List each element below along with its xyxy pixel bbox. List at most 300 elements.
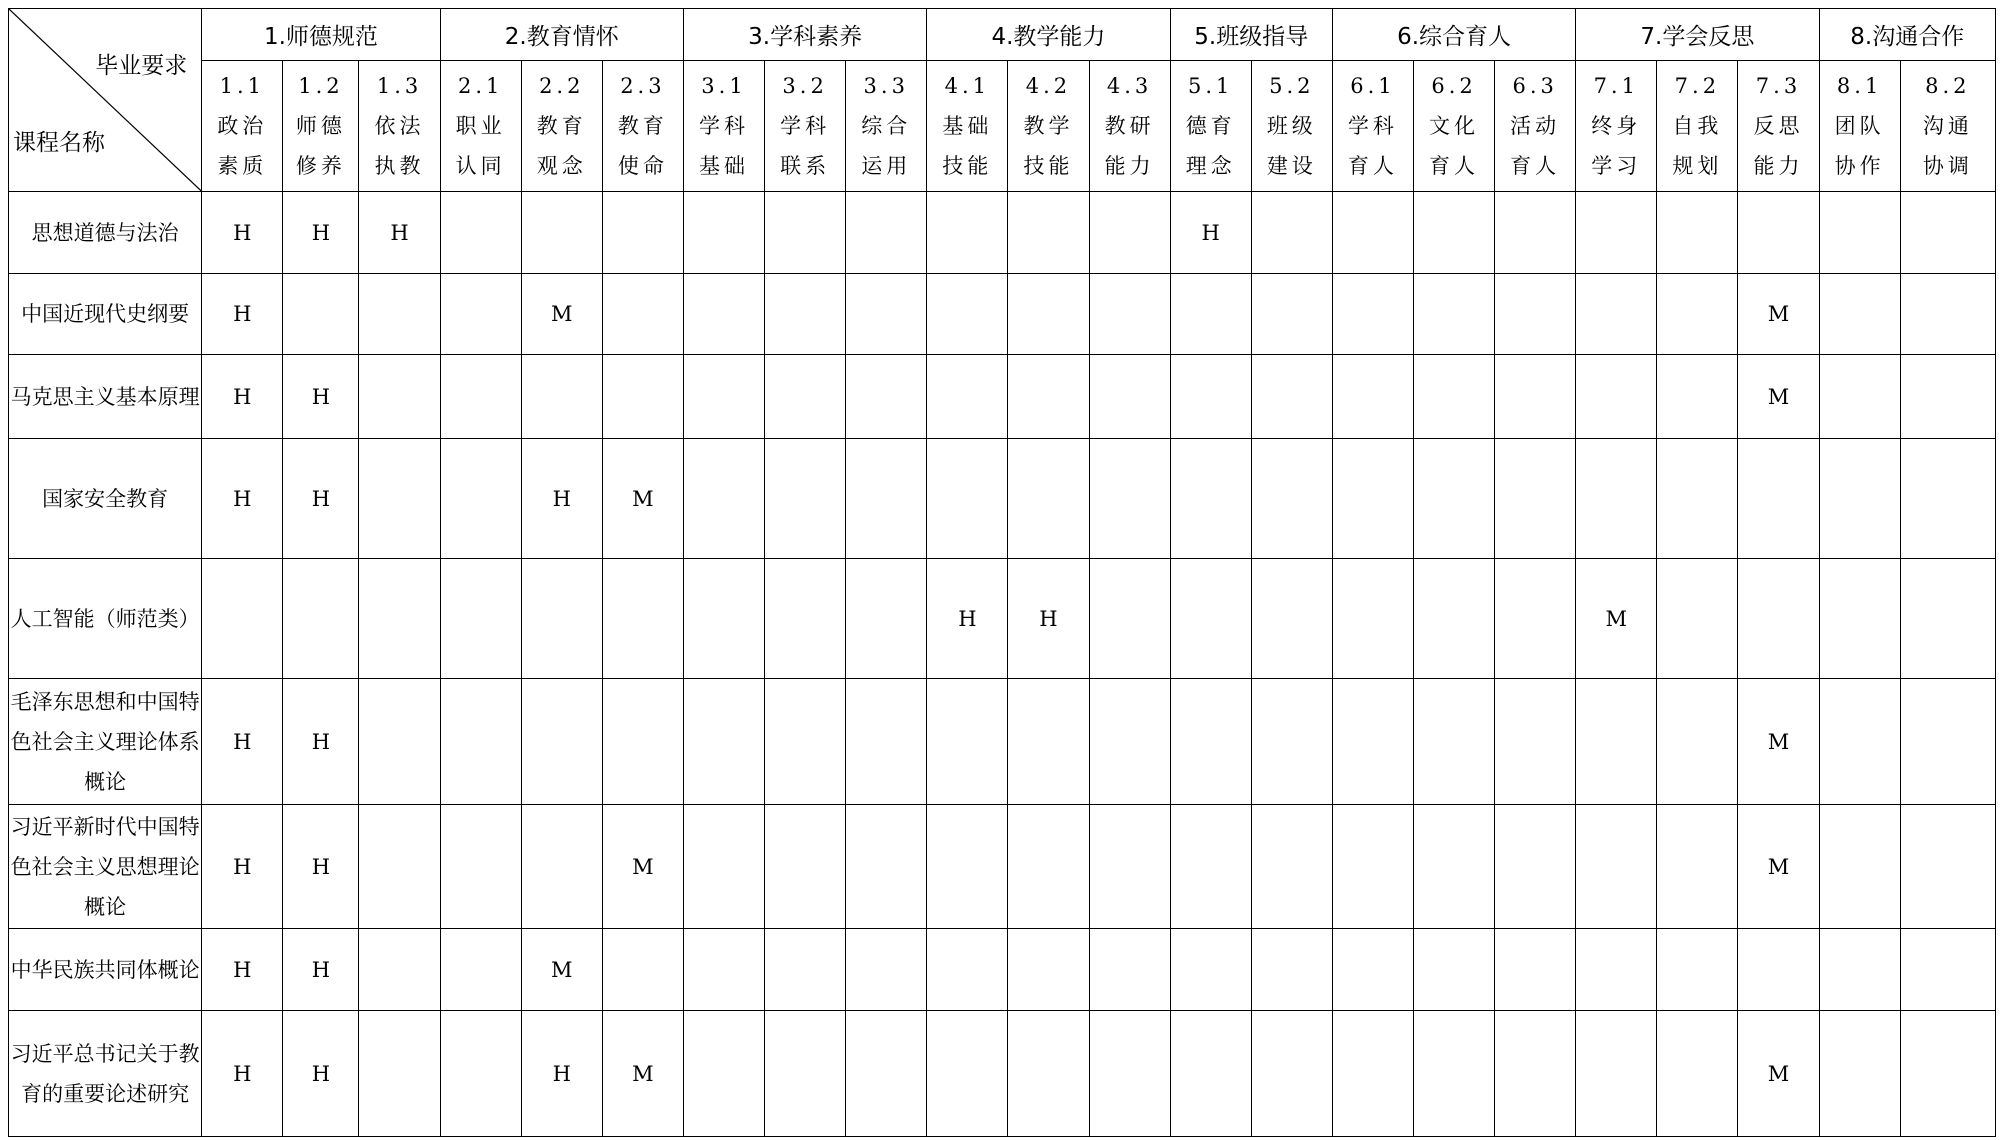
support-level-cell: [1332, 355, 1413, 439]
requirement-group-header: 7.学会反思: [1576, 9, 1819, 61]
indicator-label: 教学: [1023, 114, 1074, 138]
indicator-label: 师德: [295, 114, 346, 138]
course-name-cell: 毛泽东思想和中国特色社会主义理论体系概论: [9, 679, 202, 805]
support-level-cell: H: [1008, 559, 1089, 679]
support-level-cell: [846, 274, 927, 355]
indicator-header: [202, 61, 283, 192]
support-level-cell: M: [1738, 1011, 1819, 1137]
table-row: [9, 929, 1996, 1011]
support-level-cell: [1900, 559, 1995, 679]
indicator-label: 协调: [1922, 154, 1973, 178]
indicator-code: 2.3: [620, 74, 666, 98]
support-level-cell: [1900, 274, 1995, 355]
support-level-cell: [927, 679, 1008, 805]
support-level-cell: [1170, 929, 1251, 1011]
support-level-cell: [683, 355, 764, 439]
support-level-cell: [1657, 439, 1738, 559]
corner-header: [9, 9, 202, 192]
indicator-label: 育人: [1347, 154, 1398, 178]
support-level-cell: [1900, 355, 1995, 439]
indicator-header: [1332, 61, 1413, 192]
support-level-cell: [1008, 439, 1089, 559]
support-level-cell: [359, 439, 440, 559]
support-level-cell: [683, 559, 764, 679]
support-level-cell: [1251, 929, 1332, 1011]
support-level-cell: [1900, 192, 1995, 274]
support-level-cell: [359, 679, 440, 805]
support-level-cell: [1008, 679, 1089, 805]
table-row: [9, 274, 1996, 355]
support-level-cell: [359, 1011, 440, 1137]
support-level-cell: H: [202, 805, 283, 929]
support-level-cell: H: [202, 355, 283, 439]
indicator-label: 文化: [1429, 114, 1480, 138]
support-level-cell: [1332, 679, 1413, 805]
support-level-cell: [1657, 274, 1738, 355]
support-level-cell: [1332, 274, 1413, 355]
support-level-cell: [1657, 192, 1738, 274]
support-level-cell: [765, 679, 846, 805]
support-level-cell: [1332, 929, 1413, 1011]
support-level-cell: [765, 274, 846, 355]
indicator-code: 7.3: [1755, 74, 1802, 98]
indicator-code: 1.2: [298, 74, 344, 98]
requirement-group-header: 6.综合育人: [1332, 9, 1575, 61]
support-level-cell: [1900, 439, 1995, 559]
indicator-label: 团队: [1834, 114, 1885, 138]
indicator-code: 3.3: [863, 74, 909, 98]
support-level-cell: [1738, 192, 1819, 274]
support-level-cell: [1819, 355, 1900, 439]
course-name-cell: 中华民族共同体概论: [9, 929, 202, 1011]
support-level-cell: [1170, 679, 1251, 805]
indicator-label: 能力: [1104, 154, 1155, 178]
support-level-cell: [1332, 559, 1413, 679]
support-level-cell: H: [283, 929, 359, 1011]
support-level-cell: [1089, 1011, 1170, 1137]
support-level-cell: [1332, 805, 1413, 929]
indicator-header: [927, 61, 1008, 192]
indicator-code: 7.1: [1593, 74, 1639, 98]
indicator-label: 政治: [217, 114, 268, 138]
support-level-cell: [1819, 192, 1900, 274]
support-level-cell: [1576, 805, 1657, 929]
support-level-cell: [1495, 679, 1576, 805]
support-level-cell: H: [202, 1011, 283, 1137]
indicator-label: 德育: [1185, 114, 1236, 138]
indicator-code: 4.2: [1025, 74, 1072, 98]
support-level-cell: M: [602, 1011, 683, 1137]
indicator-code: 8.2: [1925, 74, 1971, 98]
support-level-cell: [683, 929, 764, 1011]
support-level-cell: [927, 805, 1008, 929]
table-row: [9, 679, 1996, 805]
support-level-cell: M: [602, 439, 683, 559]
support-level-cell: [927, 1011, 1008, 1137]
support-level-cell: [440, 929, 521, 1011]
support-level-cell: [521, 559, 602, 679]
support-level-cell: [846, 805, 927, 929]
support-level-cell: [1251, 1011, 1332, 1137]
support-level-cell: [440, 805, 521, 929]
support-level-cell: [846, 1011, 927, 1137]
course-name-cell: 马克思主义基本原理: [9, 355, 202, 439]
indicator-label: 联系: [780, 154, 831, 178]
support-level-cell: [765, 192, 846, 274]
support-level-cell: [1170, 1011, 1251, 1137]
indicator-label: 学科: [699, 114, 749, 138]
support-level-cell: [1819, 559, 1900, 679]
support-level-cell: [602, 679, 683, 805]
support-level-cell: [440, 439, 521, 559]
indicator-label: 素质: [217, 154, 268, 178]
indicator-header: [1495, 61, 1576, 192]
support-level-cell: [683, 192, 764, 274]
support-level-cell: [765, 355, 846, 439]
indicator-label: 技能: [1023, 154, 1074, 178]
indicator-code: 4.3: [1106, 74, 1153, 98]
indicator-code: 6.3: [1512, 74, 1558, 98]
support-level-cell: [602, 559, 683, 679]
indicator-header: [440, 61, 521, 192]
support-level-cell: [1413, 192, 1494, 274]
indicator-label: 技能: [942, 154, 993, 178]
support-level-cell: [1657, 805, 1738, 929]
support-level-cell: [602, 355, 683, 439]
requirement-group-header: 8.沟通合作: [1819, 9, 1995, 61]
indicator-code: 2.2: [539, 74, 585, 98]
support-level-cell: [1413, 355, 1494, 439]
support-level-cell: [440, 192, 521, 274]
support-level-cell: [1089, 805, 1170, 929]
support-level-cell: [765, 559, 846, 679]
indicator-label: 认同: [455, 154, 506, 178]
indicator-label: 协作: [1834, 154, 1885, 178]
table-row: [9, 559, 1996, 679]
indicator-label: 使命: [617, 154, 668, 178]
indicator-code: 4.1: [944, 74, 991, 98]
indicator-label: 教育: [617, 114, 668, 138]
support-level-cell: H: [283, 1011, 359, 1137]
support-level-cell: [602, 274, 683, 355]
indicator-label: 职业: [455, 114, 506, 138]
course-name-cell: 国家安全教育: [9, 439, 202, 559]
support-level-cell: [1657, 679, 1738, 805]
requirement-group-header: 4.教学能力: [927, 9, 1170, 61]
course-name-cell: 习近平总书记关于教育的重要论述研究: [9, 1011, 202, 1137]
support-level-cell: [1738, 559, 1819, 679]
support-level-cell: [1251, 355, 1332, 439]
indicator-label: 执教: [374, 154, 425, 178]
indicator-header: [765, 61, 846, 192]
table-row: [9, 1011, 1996, 1137]
indicator-header: [1251, 61, 1332, 192]
support-level-cell: [1495, 805, 1576, 929]
indicator-code: 1.3: [376, 74, 423, 98]
support-level-cell: [1657, 355, 1738, 439]
support-level-cell: [1413, 439, 1494, 559]
course-name-cell: 人工智能（师范类）: [9, 559, 202, 679]
support-level-cell: [1495, 929, 1576, 1011]
support-level-cell: H: [1170, 192, 1251, 274]
support-level-cell: H: [359, 192, 440, 274]
support-level-cell: [1819, 274, 1900, 355]
support-level-cell: [1495, 439, 1576, 559]
indicator-label: 教研: [1104, 114, 1155, 138]
support-level-cell: [602, 192, 683, 274]
support-level-cell: [1413, 679, 1494, 805]
support-level-cell: [359, 805, 440, 929]
support-level-cell: [765, 1011, 846, 1137]
support-level-cell: [1089, 929, 1170, 1011]
support-level-cell: [683, 1011, 764, 1137]
support-level-cell: [1008, 274, 1089, 355]
support-level-cell: [1089, 439, 1170, 559]
support-level-cell: [521, 805, 602, 929]
indicator-label: 观念: [536, 154, 587, 178]
indicator-label: 自我: [1672, 114, 1723, 138]
support-level-cell: [440, 679, 521, 805]
support-level-cell: [1170, 355, 1251, 439]
support-level-cell: H: [283, 805, 359, 929]
support-level-cell: [927, 274, 1008, 355]
indicator-label: 运用: [861, 154, 912, 178]
support-level-cell: [1657, 559, 1738, 679]
support-level-cell: [1657, 929, 1738, 1011]
support-level-cell: [1495, 274, 1576, 355]
support-level-cell: [1657, 1011, 1738, 1137]
indicator-header: [683, 61, 764, 192]
support-level-cell: [1251, 192, 1332, 274]
indicator-label: 班级: [1266, 114, 1317, 138]
course-name-cell: 中国近现代史纲要: [9, 274, 202, 355]
support-level-cell: [1008, 929, 1089, 1011]
support-level-cell: [1495, 559, 1576, 679]
indicator-code: 8.1: [1836, 74, 1883, 98]
indicator-label: 综合: [861, 114, 912, 138]
support-level-cell: [1251, 679, 1332, 805]
table-row: [9, 439, 1996, 559]
support-level-cell: [1413, 559, 1494, 679]
support-level-cell: [1819, 439, 1900, 559]
indicator-header: [846, 61, 927, 192]
support-level-cell: [359, 355, 440, 439]
support-level-cell: [283, 559, 359, 679]
support-level-cell: [1413, 805, 1494, 929]
support-level-cell: [1089, 559, 1170, 679]
table-row: [9, 355, 1996, 439]
support-level-cell: [1170, 805, 1251, 929]
support-level-cell: [1900, 679, 1995, 805]
support-level-cell: [1170, 559, 1251, 679]
support-level-cell: [1332, 1011, 1413, 1137]
indicator-header: [521, 61, 602, 192]
indicator-header: [1657, 61, 1738, 192]
indicator-code: 2.1: [457, 74, 504, 98]
support-level-cell: [846, 439, 927, 559]
indicator-label: 学习: [1591, 154, 1642, 178]
course-name-cell: 思想道德与法治: [9, 192, 202, 274]
support-level-cell: [683, 439, 764, 559]
support-level-cell: [1819, 679, 1900, 805]
support-level-cell: [1089, 274, 1170, 355]
indicator-label: 育人: [1429, 154, 1480, 178]
support-level-cell: [683, 274, 764, 355]
indicator-label: 活动: [1510, 114, 1561, 138]
indicator-label: 理念: [1185, 154, 1236, 178]
indicator-header: [1413, 61, 1494, 192]
indicator-label: 修养: [295, 154, 346, 178]
support-level-cell: H: [283, 192, 359, 274]
support-level-cell: M: [1738, 805, 1819, 929]
support-level-cell: [1495, 355, 1576, 439]
support-level-cell: H: [202, 274, 283, 355]
indicator-label: 教育: [536, 114, 587, 138]
support-level-cell: [846, 355, 927, 439]
support-level-cell: H: [521, 1011, 602, 1137]
support-level-cell: [1576, 274, 1657, 355]
support-level-cell: [1170, 274, 1251, 355]
support-level-cell: [1089, 679, 1170, 805]
support-level-cell: [1251, 274, 1332, 355]
support-level-cell: [1170, 439, 1251, 559]
support-level-cell: M: [1576, 559, 1657, 679]
indicator-label: 终身: [1591, 114, 1642, 138]
support-level-cell: [1495, 1011, 1576, 1137]
indicator-header: [1738, 61, 1819, 192]
support-level-cell: [440, 274, 521, 355]
support-level-cell: [765, 929, 846, 1011]
graduation-requirement-label: 毕业要求: [95, 53, 188, 79]
support-level-cell: [1576, 355, 1657, 439]
support-level-cell: H: [202, 679, 283, 805]
indicator-code: 5.1: [1187, 74, 1234, 98]
support-level-cell: [846, 192, 927, 274]
support-level-cell: [1251, 439, 1332, 559]
support-level-cell: [440, 355, 521, 439]
support-level-cell: [765, 805, 846, 929]
support-level-cell: [1576, 679, 1657, 805]
support-level-cell: H: [202, 929, 283, 1011]
support-level-cell: [1819, 805, 1900, 929]
indicator-code: 5.2: [1269, 74, 1315, 98]
indicator-label: 学科: [1347, 114, 1398, 138]
support-level-cell: [1738, 439, 1819, 559]
support-level-cell: H: [521, 439, 602, 559]
support-level-cell: M: [1738, 274, 1819, 355]
indicator-header: [1008, 61, 1089, 192]
support-level-cell: [440, 559, 521, 679]
support-level-cell: [283, 274, 359, 355]
support-level-cell: [846, 559, 927, 679]
support-level-cell: [1008, 192, 1089, 274]
indicator-code: 6.1: [1350, 74, 1396, 98]
indicator-header: [1089, 61, 1170, 192]
course-name-label: 课程名称: [13, 130, 105, 156]
support-level-cell: M: [1738, 355, 1819, 439]
indicator-header: [1819, 61, 1900, 192]
support-level-cell: [1413, 1011, 1494, 1137]
support-level-cell: [1008, 1011, 1089, 1137]
support-level-cell: [1576, 192, 1657, 274]
support-level-cell: [1495, 192, 1576, 274]
support-level-cell: [846, 929, 927, 1011]
indicator-header: [283, 61, 359, 192]
support-level-cell: H: [202, 192, 283, 274]
support-level-cell: [1332, 192, 1413, 274]
support-level-cell: [1900, 929, 1995, 1011]
indicator-label: 反思: [1753, 114, 1804, 138]
support-level-cell: [927, 929, 1008, 1011]
support-level-cell: [927, 439, 1008, 559]
support-level-cell: [1413, 929, 1494, 1011]
support-level-cell: M: [521, 929, 602, 1011]
indicator-header: [1900, 61, 1995, 192]
indicator-label: 沟通: [1922, 114, 1973, 138]
support-level-cell: [521, 679, 602, 805]
corner-diagonal: [9, 9, 201, 191]
indicator-label: 依法: [374, 114, 425, 138]
requirement-group-header: 3.学科素养: [683, 9, 926, 61]
support-level-cell: H: [283, 439, 359, 559]
support-level-cell: H: [927, 559, 1008, 679]
support-level-cell: H: [283, 679, 359, 805]
indicator-label: 规划: [1672, 154, 1723, 178]
indicator-label: 能力: [1753, 154, 1804, 178]
support-level-cell: H: [202, 439, 283, 559]
indicator-code: 3.2: [782, 74, 828, 98]
support-level-cell: [521, 192, 602, 274]
support-level-cell: [765, 439, 846, 559]
requirement-group-header: 1.师德规范: [202, 9, 440, 61]
indicator-label: 育人: [1510, 154, 1561, 178]
support-level-cell: M: [1738, 679, 1819, 805]
support-level-cell: [1008, 805, 1089, 929]
support-level-cell: M: [521, 274, 602, 355]
indicator-code: 7.2: [1674, 74, 1721, 98]
support-level-cell: [1251, 559, 1332, 679]
indicator-header: [1170, 61, 1251, 192]
indicator-code: 3.1: [701, 74, 747, 98]
support-level-cell: [1819, 929, 1900, 1011]
indicator-header: [602, 61, 683, 192]
indicator-label: 基础: [942, 114, 993, 138]
support-level-cell: [1413, 274, 1494, 355]
support-level-cell: M: [602, 805, 683, 929]
support-level-cell: [1576, 929, 1657, 1011]
indicator-code: 1.1: [219, 74, 266, 98]
indicator-code: 6.2: [1431, 74, 1477, 98]
support-level-cell: [1900, 1011, 1995, 1137]
support-level-cell: [440, 1011, 521, 1137]
support-level-cell: [1089, 192, 1170, 274]
support-level-cell: [359, 559, 440, 679]
course-requirement-matrix: [8, 8, 1996, 1137]
support-level-cell: [521, 355, 602, 439]
indicator-header: [359, 61, 440, 192]
support-level-cell: [846, 679, 927, 805]
support-level-cell: [359, 274, 440, 355]
support-level-cell: [1819, 1011, 1900, 1137]
support-level-cell: [202, 559, 283, 679]
support-level-cell: [683, 679, 764, 805]
course-name-cell: 习近平新时代中国特色社会主义思想理论概论: [9, 805, 202, 929]
indicator-label: 基础: [699, 154, 749, 178]
support-level-cell: [1576, 1011, 1657, 1137]
support-level-cell: [1900, 805, 1995, 929]
support-level-cell: [927, 192, 1008, 274]
table-row: [9, 805, 1996, 929]
